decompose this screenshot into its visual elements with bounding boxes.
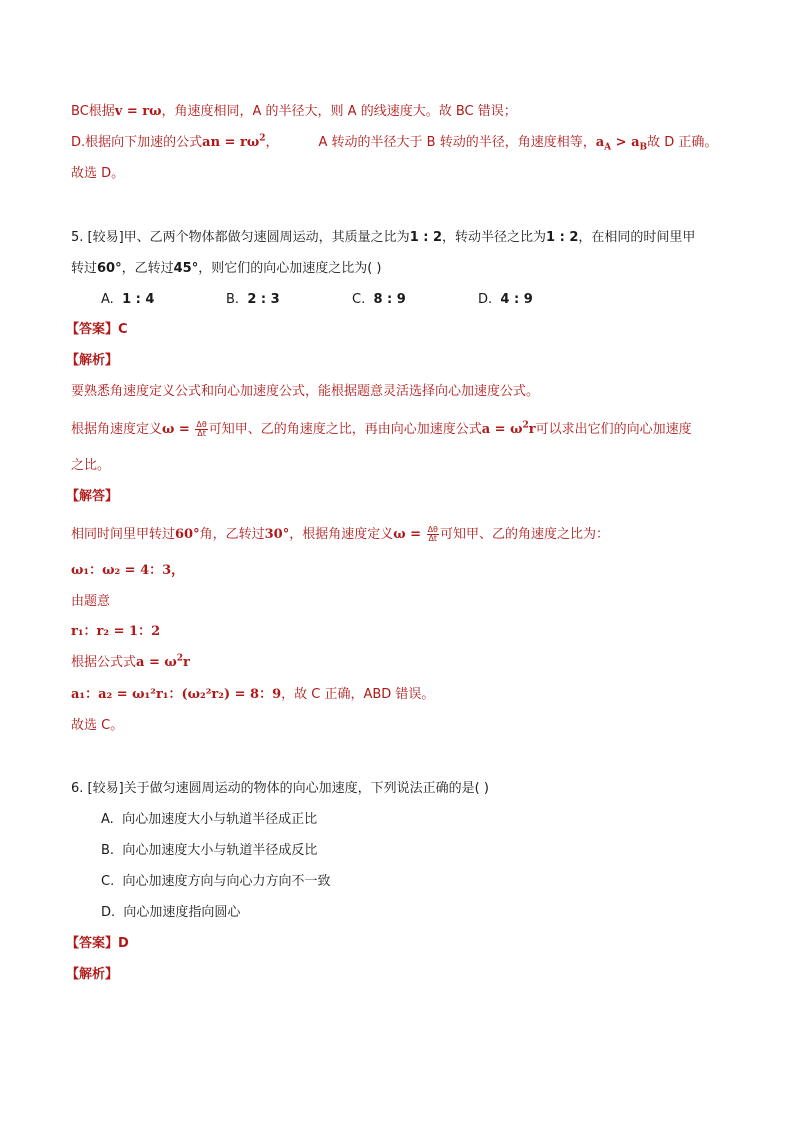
q5-solution-given: 由题意: [71, 594, 111, 609]
q5-option-b: B. 2 : 3: [226, 292, 280, 307]
delta-theta-over-delta-t: $\frac{\Delta\theta}{\Delta t}$: [196, 420, 207, 438]
q6-option-c: C. 向心加速度方向与向心力方向不一致: [101, 874, 331, 889]
q6-analysis-label: 【解析】: [66, 967, 119, 982]
q5-solution-omega-ratio: ω₁：ω₂ = 4：3，: [71, 563, 185, 578]
q5-solution-conclusion: 故选 C。: [71, 718, 124, 733]
q5-analysis-line-1: 要熟悉角速度定义公式和向心加速度公式，能根据题意灵活选择向心加速度公式。: [71, 384, 540, 399]
q5-solution-radius-ratio: r₁：r₂ = 1：2: [71, 624, 161, 639]
q5-solution-acc-ratio: a₁：a₂ = ω₁²r₁：(ω₂²r₂) = 8：9，故 C 正确，ABD 错误。: [71, 687, 435, 702]
q5-analysis-label: 【解析】: [66, 353, 119, 368]
q5-analysis-line-2: 根据角速度定义ω = $\frac{\Delta\theta}{\Delta t}$ 可知甲、乙的角速度之比，再由向心加速度公式$a = \omega^2r$可以求出它们的向心加速度: [71, 420, 692, 438]
q6-answer: 【答案】D: [66, 936, 129, 951]
q5-option-c: C. 8 : 9: [352, 292, 406, 307]
q6-option-b: B. 向心加速度大小与轨道半径成反比: [101, 843, 318, 858]
prev-solution-line-1: BC根据v = rω，角速度相同，A 的半径大，则 A 的线速度大。故 BC 错误；: [71, 104, 517, 119]
q5-solution-formula-line: 根据公式式$a = \omega^2r$: [71, 653, 190, 670]
q5-option-d: D. 4 : 9: [478, 292, 533, 307]
q5-analysis-line-3: 之比。: [71, 458, 111, 473]
q5-solution-line-1: 相同时间里甲转过60°角，乙转过30°，根据角速度定义ω = $\frac{\Delta\theta}{\Delta t}$ 可知甲、乙的角速度之比为：: [71, 525, 609, 543]
q6-stem: 6. [较易]关于做匀速圆周运动的物体的向心加速度，下列说法正确的是( ): [71, 781, 489, 796]
prev-solution-line-3: 故选 D。: [71, 166, 125, 181]
q5-stem-line-2: 转过60°，乙转过45°，则它们的向心加速度之比为( ): [71, 261, 382, 276]
prev-solution-line-2: D.根据向下加速的公式an = $r\omega^2$， A 转动的半径大于 B 转动的半径，角速度相等，$a_A > a_B$故 D 正确。: [71, 133, 718, 153]
q5-stem-line-1: 5. [较易]甲、乙两个物体都做匀速圆周运动，其质量之比为1 : 2，转动半径之比为1 : 2，在相同的时间里甲: [71, 230, 696, 245]
q5-answer: 【答案】C: [66, 322, 128, 337]
q6-option-d: D. 向心加速度指向圆心: [101, 905, 241, 920]
q5-option-a: A. 1 : 4: [101, 292, 155, 307]
q5-solution-label: 【解答】: [66, 489, 119, 504]
q6-option-a: A. 向心加速度大小与轨道半径成正比: [101, 812, 318, 827]
